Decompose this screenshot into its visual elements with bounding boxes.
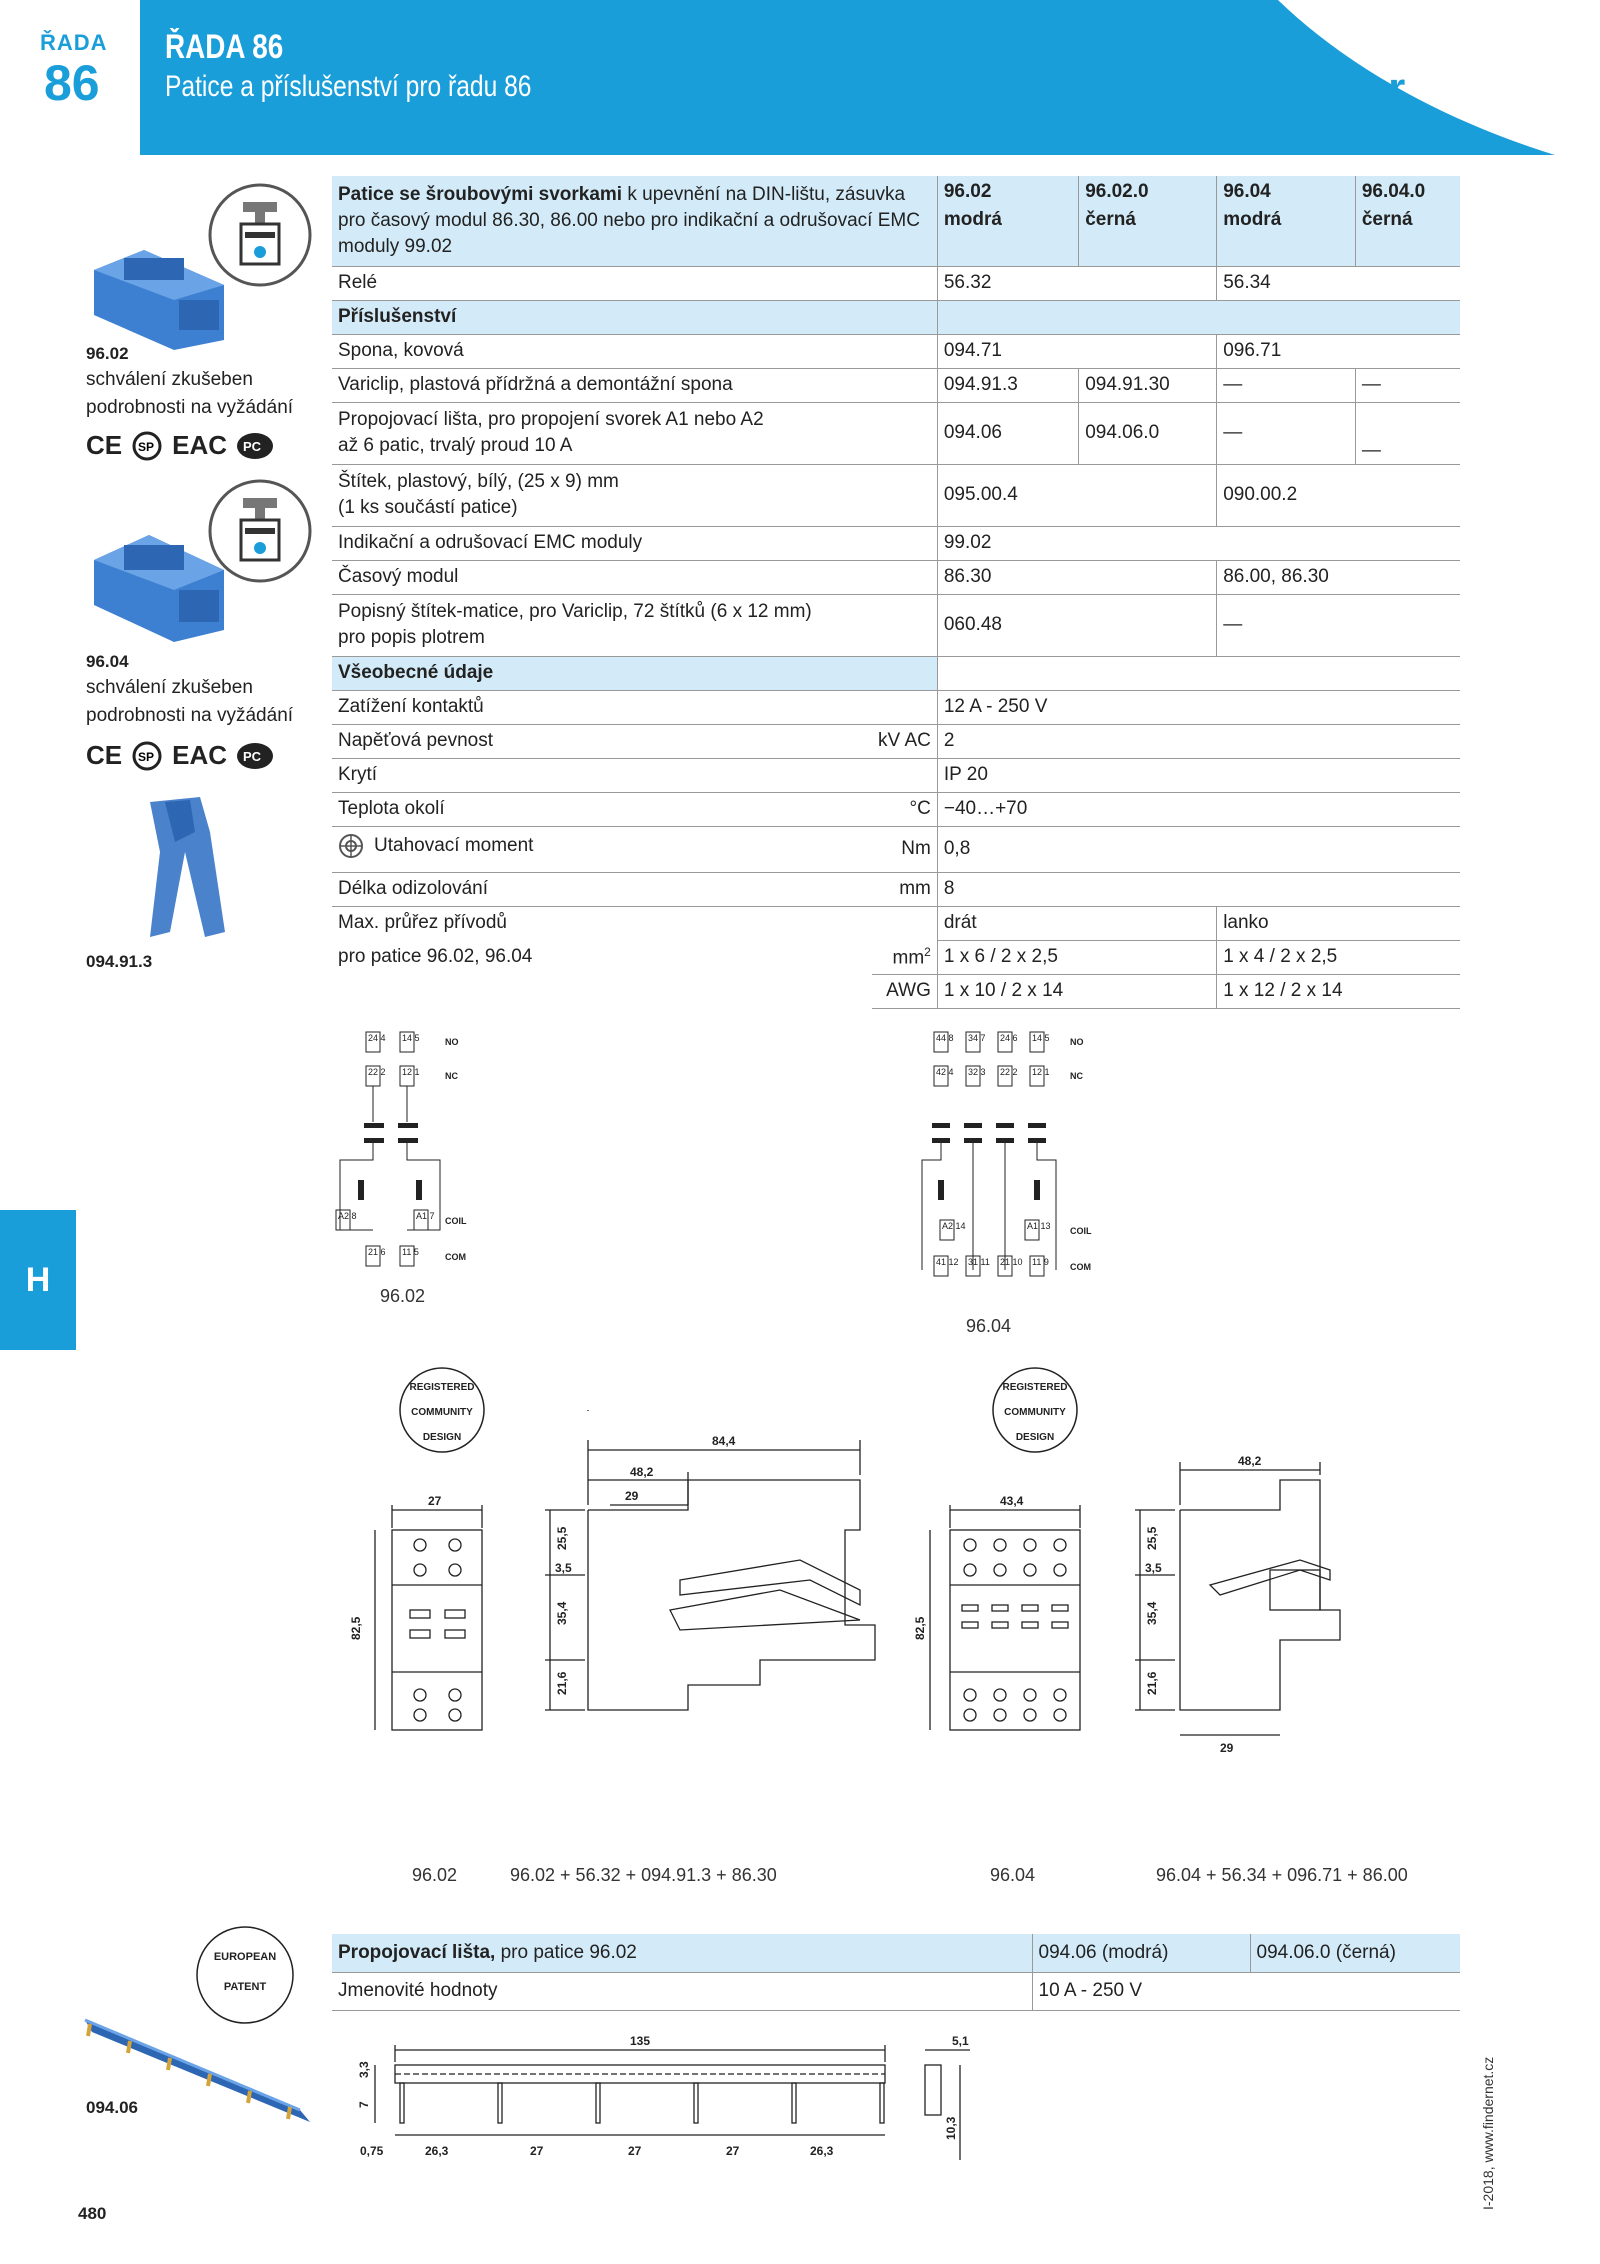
svg-text:21,6: 21,6 — [555, 1671, 569, 1695]
svg-text:14 5: 14 5 — [402, 1033, 420, 1043]
svg-text:COIL: COIL — [1070, 1226, 1092, 1236]
eac-mark-icon: EAC — [172, 430, 228, 460]
screw-terminal-icon-2 — [205, 476, 315, 586]
svg-text:NC: NC — [445, 1071, 458, 1081]
pct-icon — [235, 741, 275, 771]
svg-text:25,5: 25,5 — [555, 1526, 569, 1550]
svg-text:COM: COM — [1070, 1262, 1091, 1272]
drawing-caption-1: 96.02 — [412, 1865, 458, 1885]
svg-text:31 11: 31 11 — [968, 1257, 990, 1267]
wiring-diagram-96-04 — [910, 1030, 1130, 1310]
svg-text:5,1: 5,1 — [952, 2034, 969, 2048]
svg-text:DESIGN: DESIGN — [1015, 1432, 1055, 1443]
row-casovy: Časový modul 86.30 86.00, 86.30 — [332, 560, 1460, 594]
svg-text:PC: PC — [243, 438, 262, 454]
svg-text:12 1: 12 1 — [402, 1067, 420, 1077]
svg-text:26,3: 26,3 — [810, 2144, 834, 2158]
row-lista: Propojovací lišta, pro propojení svorek A1 nebo A2 až 6 patic, trvalý proud 10 A 094.06 094.06.0 — — — [332, 402, 1460, 464]
svg-text:41 12: 41 12 — [936, 1257, 959, 1267]
eac-mark-icon: EAC — [172, 740, 228, 770]
drawing-caption-2: 96.02 + 56.32 + 094.91.3 + 86.30 — [510, 1865, 777, 1885]
row-prurez: Max. průřez přívodů drát lanko — [332, 906, 1460, 940]
svg-text:REGISTERED: REGISTERED — [1002, 1382, 1068, 1393]
svg-text:REGISTERED: REGISTERED — [409, 1382, 475, 1393]
svg-text:21,6: 21,6 — [1145, 1671, 1159, 1695]
series-number: 86 — [44, 55, 100, 111]
torque-icon — [338, 833, 364, 859]
svg-text:24 4: 24 4 — [368, 1033, 386, 1043]
finder-logo — [1220, 58, 1404, 120]
wiring-diagram-96-02 — [330, 1030, 550, 1280]
svg-text:10,3: 10,3 — [944, 2116, 958, 2140]
svg-text:82,5: 82,5 — [349, 1616, 363, 1640]
svg-text:11 9: 11 9 — [1032, 1257, 1049, 1267]
col-96-02: 96.02 modrá — [937, 176, 1078, 266]
row-kryti: Krytí IP 20 — [332, 758, 1460, 792]
finder-logo-icon — [1220, 58, 1282, 120]
col-96-02-0: 96.02.0 černá — [1079, 176, 1217, 266]
link-rating-row: Jmenovité hodnoty 10 A - 250 V — [332, 1972, 1460, 2010]
svg-text:34 7: 34 7 — [968, 1033, 986, 1043]
product-code-jumper: 094.06 — [86, 2098, 138, 2117]
svg-text:PC: PC — [243, 748, 262, 764]
finder-logo-text: finder — [1288, 64, 1405, 113]
row-prurez-mm: pro patice 96.02, 96.04 $mm^2$ 1 x 6 / 2 x 2,5 1 x 4 / 2 x 2,5 — [332, 940, 1460, 974]
svg-text:14 5: 14 5 — [1032, 1033, 1050, 1043]
svg-text:26,3: 26,3 — [425, 2144, 449, 2158]
svg-text:3,3: 3,3 — [357, 2061, 371, 2078]
svg-text:11 5: 11 5 — [402, 1247, 419, 1257]
spec-table — [332, 176, 1460, 1009]
svg-text:COMMUNITY: COMMUNITY — [1004, 1407, 1066, 1418]
product-code-96-02: 96.02 — [86, 344, 129, 363]
csa-icon — [130, 741, 164, 771]
jumper-dimension-drawing — [340, 2020, 1020, 2170]
svg-text:82,5: 82,5 — [913, 1616, 927, 1640]
ce-mark-icon: CE — [86, 430, 123, 460]
page-number: 480 — [78, 2204, 107, 2223]
details-text-2: podrobnosti na vyžádání — [86, 705, 294, 726]
variclip-image — [130, 792, 230, 942]
section-tab: H — [0, 1210, 76, 1350]
svg-text:48,2: 48,2 — [630, 1465, 654, 1479]
row-stitek: Štítek, plastový, bílý, (25 x 9) mm (1 ks součástí patice) 095.00.4 090.00.2 — [332, 464, 1460, 526]
svg-text:29: 29 — [1220, 1741, 1234, 1755]
svg-text:NC: NC — [1070, 1071, 1083, 1081]
drawing-caption-3: 96.04 — [990, 1865, 1036, 1885]
svg-text:21 6: 21 6 — [368, 1247, 386, 1257]
svg-text:SP: SP — [138, 749, 155, 764]
row-emc: Indikační a odrušovací EMC moduly 99.02 — [332, 526, 1460, 560]
svg-text:25,5: 25,5 — [1145, 1526, 1159, 1550]
svg-text:A2 14: A2 14 — [942, 1221, 966, 1231]
link-table — [332, 1934, 1460, 2011]
svg-text:DESIGN: DESIGN — [422, 1432, 462, 1443]
cert-icons-2 — [86, 740, 275, 771]
section-general: Všeobecné údaje — [332, 656, 1460, 690]
svg-text:SP: SP — [138, 439, 155, 454]
approval-text: schválení zkušeben — [86, 369, 253, 390]
svg-text:29: 29 — [625, 1489, 639, 1503]
svg-text:12 1: 12 1 — [1032, 1067, 1050, 1077]
series-label: ŘADA — [40, 30, 108, 55]
svg-text:A2 8: A2 8 — [338, 1211, 357, 1221]
page-subtitle: Patice a příslušenství pro řadu 86 — [165, 70, 532, 103]
svg-text:35,4: 35,4 — [555, 1601, 569, 1625]
svg-text:27: 27 — [726, 2144, 740, 2158]
svg-text:COIL: COIL — [445, 1216, 467, 1226]
row-teplota: Teplota okolí °C −40…+70 — [332, 792, 1460, 826]
svg-text:42 4: 42 4 — [936, 1067, 954, 1077]
svg-text:48,2: 48,2 — [1238, 1454, 1262, 1468]
details-text: podrobnosti na vyžádání — [86, 397, 294, 418]
svg-text:7: 7 — [357, 2101, 371, 2108]
svg-text:27: 27 — [530, 2144, 544, 2158]
svg-text:135: 135 — [630, 2034, 651, 2048]
wiring-caption-96-02: 96.02 — [380, 1286, 426, 1306]
row-napet: Napěťová pevnost kV AC 2 — [332, 724, 1460, 758]
svg-text:0,75: 0,75 — [360, 2144, 384, 2158]
product-code-96-04: 96.04 — [86, 652, 129, 671]
svg-text:NO: NO — [445, 1037, 459, 1047]
row-popis: Popisný štítek-matice, pro Variclip, 72 štítků (6 x 12 mm) pro popis plotrem 060.48 — — [332, 594, 1460, 656]
row-zatizeni: Zatížení kontaktů 12 A - 250 V — [332, 690, 1460, 724]
drawing-caption-4: 96.04 + 56.34 + 096.71 + 86.00 — [1156, 1865, 1408, 1885]
section-accessories: Příslušenství — [332, 300, 1460, 334]
svg-text:3,5: 3,5 — [1145, 1561, 1162, 1575]
svg-text:NO: NO — [1070, 1037, 1084, 1047]
svg-text:32 3: 32 3 — [968, 1067, 986, 1077]
svg-text:22 2: 22 2 — [368, 1067, 386, 1077]
row-variclip: Variclip, plastová přídržná a demontážní spona 094.91.3 094.91.30 — — — [332, 368, 1460, 402]
svg-text:3,5: 3,5 — [555, 1561, 572, 1575]
footer-side-text: I-2018, www.findernet.cz — [1480, 2056, 1496, 2210]
ce-mark-icon: CE — [86, 740, 123, 770]
svg-text:27: 27 — [428, 1494, 442, 1508]
row-prurez-awg: AWG 1 x 10 / 2 x 14 1 x 12 / 2 x 14 — [332, 974, 1460, 1008]
cert-icons — [86, 430, 275, 461]
svg-text:A1 7: A1 7 — [416, 1211, 435, 1221]
approval-text-2: schválení zkušeben — [86, 677, 253, 698]
svg-text:27: 27 — [628, 2144, 642, 2158]
svg-text:COMMUNITY: COMMUNITY — [411, 1407, 473, 1418]
row-moment: Utahovací moment Nm 0,8 — [332, 826, 1460, 872]
svg-text:EUROPEAN: EUROPEAN — [213, 1951, 277, 1963]
svg-text:A1 13: A1 13 — [1027, 1221, 1051, 1231]
link-header-row: Propojovací lišta, pro patice 96.02 094.06 (modrá) 094.06.0 (černá) — [332, 1934, 1460, 1972]
row-spona: Spona, kovová 094.71 096.71 — [332, 334, 1460, 368]
svg-text:43,4: 43,4 — [1000, 1494, 1024, 1508]
svg-text:44 8: 44 8 — [936, 1033, 954, 1043]
csa-icon — [130, 431, 164, 461]
svg-text:84,4: 84,4 — [712, 1434, 736, 1448]
svg-text:35,4: 35,4 — [1145, 1601, 1159, 1625]
svg-text:COM: COM — [445, 1252, 466, 1262]
svg-text:21 10: 21 10 — [1000, 1257, 1023, 1267]
product-code-variclip: 094.91.3 — [86, 952, 153, 971]
svg-text:22 2: 22 2 — [1000, 1067, 1018, 1077]
screw-terminal-icon — [205, 180, 315, 290]
dimension-drawings — [340, 1410, 1470, 1840]
page-title: ŘADA 86 — [165, 28, 284, 66]
svg-text:24 6: 24 6 — [1000, 1033, 1018, 1043]
row-rele: Relé 56.32 56.34 — [332, 266, 1460, 300]
pct-icon — [235, 431, 275, 461]
spec-header-row — [332, 176, 1460, 266]
col-96-04: 96.04 modrá — [1217, 176, 1356, 266]
svg-text:PATENT: PATENT — [223, 1981, 267, 1993]
spec-header-desc: Patice se šroubovými svorkami k upevnění na DIN-lištu, zásuvka pro časový modul 86.30, 86.00 nebo pro indikační a odrušovací EMC moduly 99.02 — [332, 176, 937, 266]
wiring-caption-96-04: 96.04 — [966, 1316, 1012, 1336]
col-96-04-0: 96.04.0 černá — [1355, 176, 1460, 266]
row-delka: Délka odizolování mm 8 — [332, 872, 1460, 906]
